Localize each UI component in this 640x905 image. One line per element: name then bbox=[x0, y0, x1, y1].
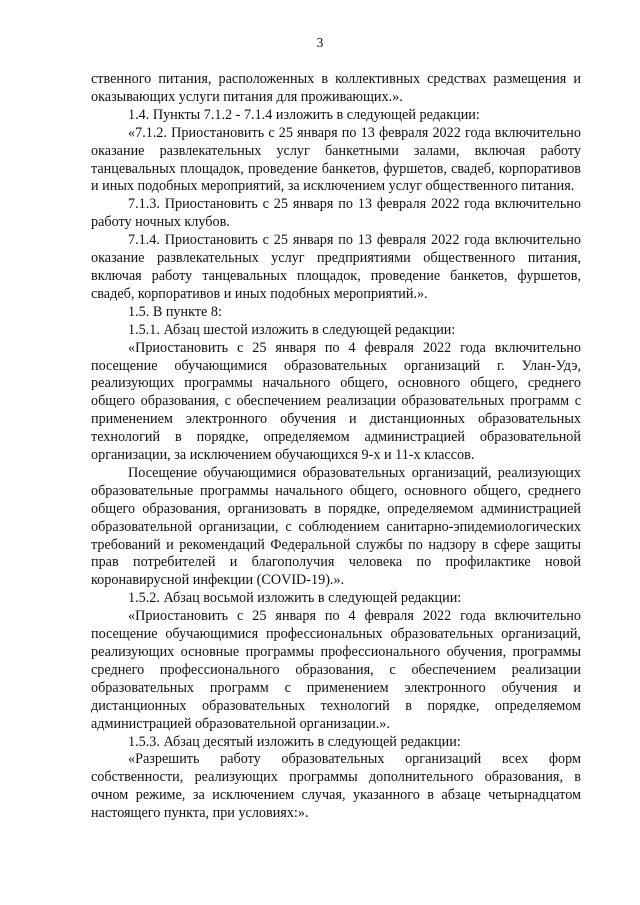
paragraph: 1.5. В пункте 8: bbox=[128, 303, 222, 320]
document-body bbox=[91, 71, 581, 823]
paragraph: 7.1.3. Приостановить с 25 января по 13 февраля 2022 года включительно работу ночных клубов. bbox=[91, 196, 581, 231]
paragraph: 7.1.4. Приостановить с 25 января по 13 февраля 2022 года включительно оказание развлекательных услуг предприятиями общественного питания, включая работу танцевальных площадок, проведение банкетов, фуршетов, свадеб, корпоративов и иных подобных мероприятий.». bbox=[91, 232, 581, 302]
paragraph: 1.5.1. Абзац шестой изложить в следующей редакции: bbox=[128, 321, 456, 338]
paragraph: «Приостановить с 25 января по 4 февраля 2022 года включительно посещение обучающимися образовательных организаций г. Улан-Удэ, реализующих программы начального общего, основного общего, среднего общего образования, с обеспечением реализации образовательных программ с применением электронного обучения и дистанционных образовательных технологий в порядке, определяемом администрацией образовательной организации, за исключением обучающихся 9-х и 11-х классов. bbox=[91, 339, 581, 464]
paragraph: Посещение обучающимися образовательных организаций, реализующих образовательные программы начального общего, основного общего, среднего общего образования, организовать в порядке, определяемом администрацией образовательной организации, с соблюдением санитарно-эпидемиологических требований и рекомендаций Федеральной службы по надзору в сфере защиты прав потребителей и благополучия человека по профилактике новой коронавирусной инфекции (COVID-19).». bbox=[91, 464, 581, 589]
paragraph: 1.5.2. Абзац восьмой изложить в следующей редакции: bbox=[128, 590, 462, 607]
paragraph: 1.4. Пункты 7.1.2 - 7.1.4 изложить в следующей редакции: bbox=[128, 106, 480, 123]
paragraph: «7.1.2. Приостановить с 25 января по 13 февраля 2022 года включительно оказание развлекательных услуг банкетными залами, включая работу танцевальных площадок, проведение банкетов, фуршетов, свадеб, корпоративов и иных подобных мероприятий, за исключением услуг общественного питания. bbox=[91, 124, 581, 195]
paragraph: «Приостановить с 25 января по 4 февраля 2022 года включительно посещение обучающимися профессиональных образовательных организаций, реализующих основные программы профессионального обучения, программы среднего профессионального образования, с обеспечением реализации образовательных программ с применением электронного обучения и дистанционных образовательных технологий в порядке, определяемом администрацией образовательной организации.». bbox=[91, 608, 581, 732]
paragraph: 1.5.3. Абзац десятый изложить в следующей редакции: bbox=[128, 733, 461, 750]
page-number: 3 bbox=[316, 35, 324, 50]
paragraph: ственного питания, расположенных в коллективных средствах размещения и оказывающих услуги питания для проживающих.». bbox=[91, 71, 581, 105]
paragraph: «Разрешить работу образовательных организаций всех форм собственности, реализующих программы дополнительного образования, в очном режиме, за исключением случая, указанного в абзаце четырнадцатом настоящего пункта, при условиях:». bbox=[91, 751, 581, 822]
